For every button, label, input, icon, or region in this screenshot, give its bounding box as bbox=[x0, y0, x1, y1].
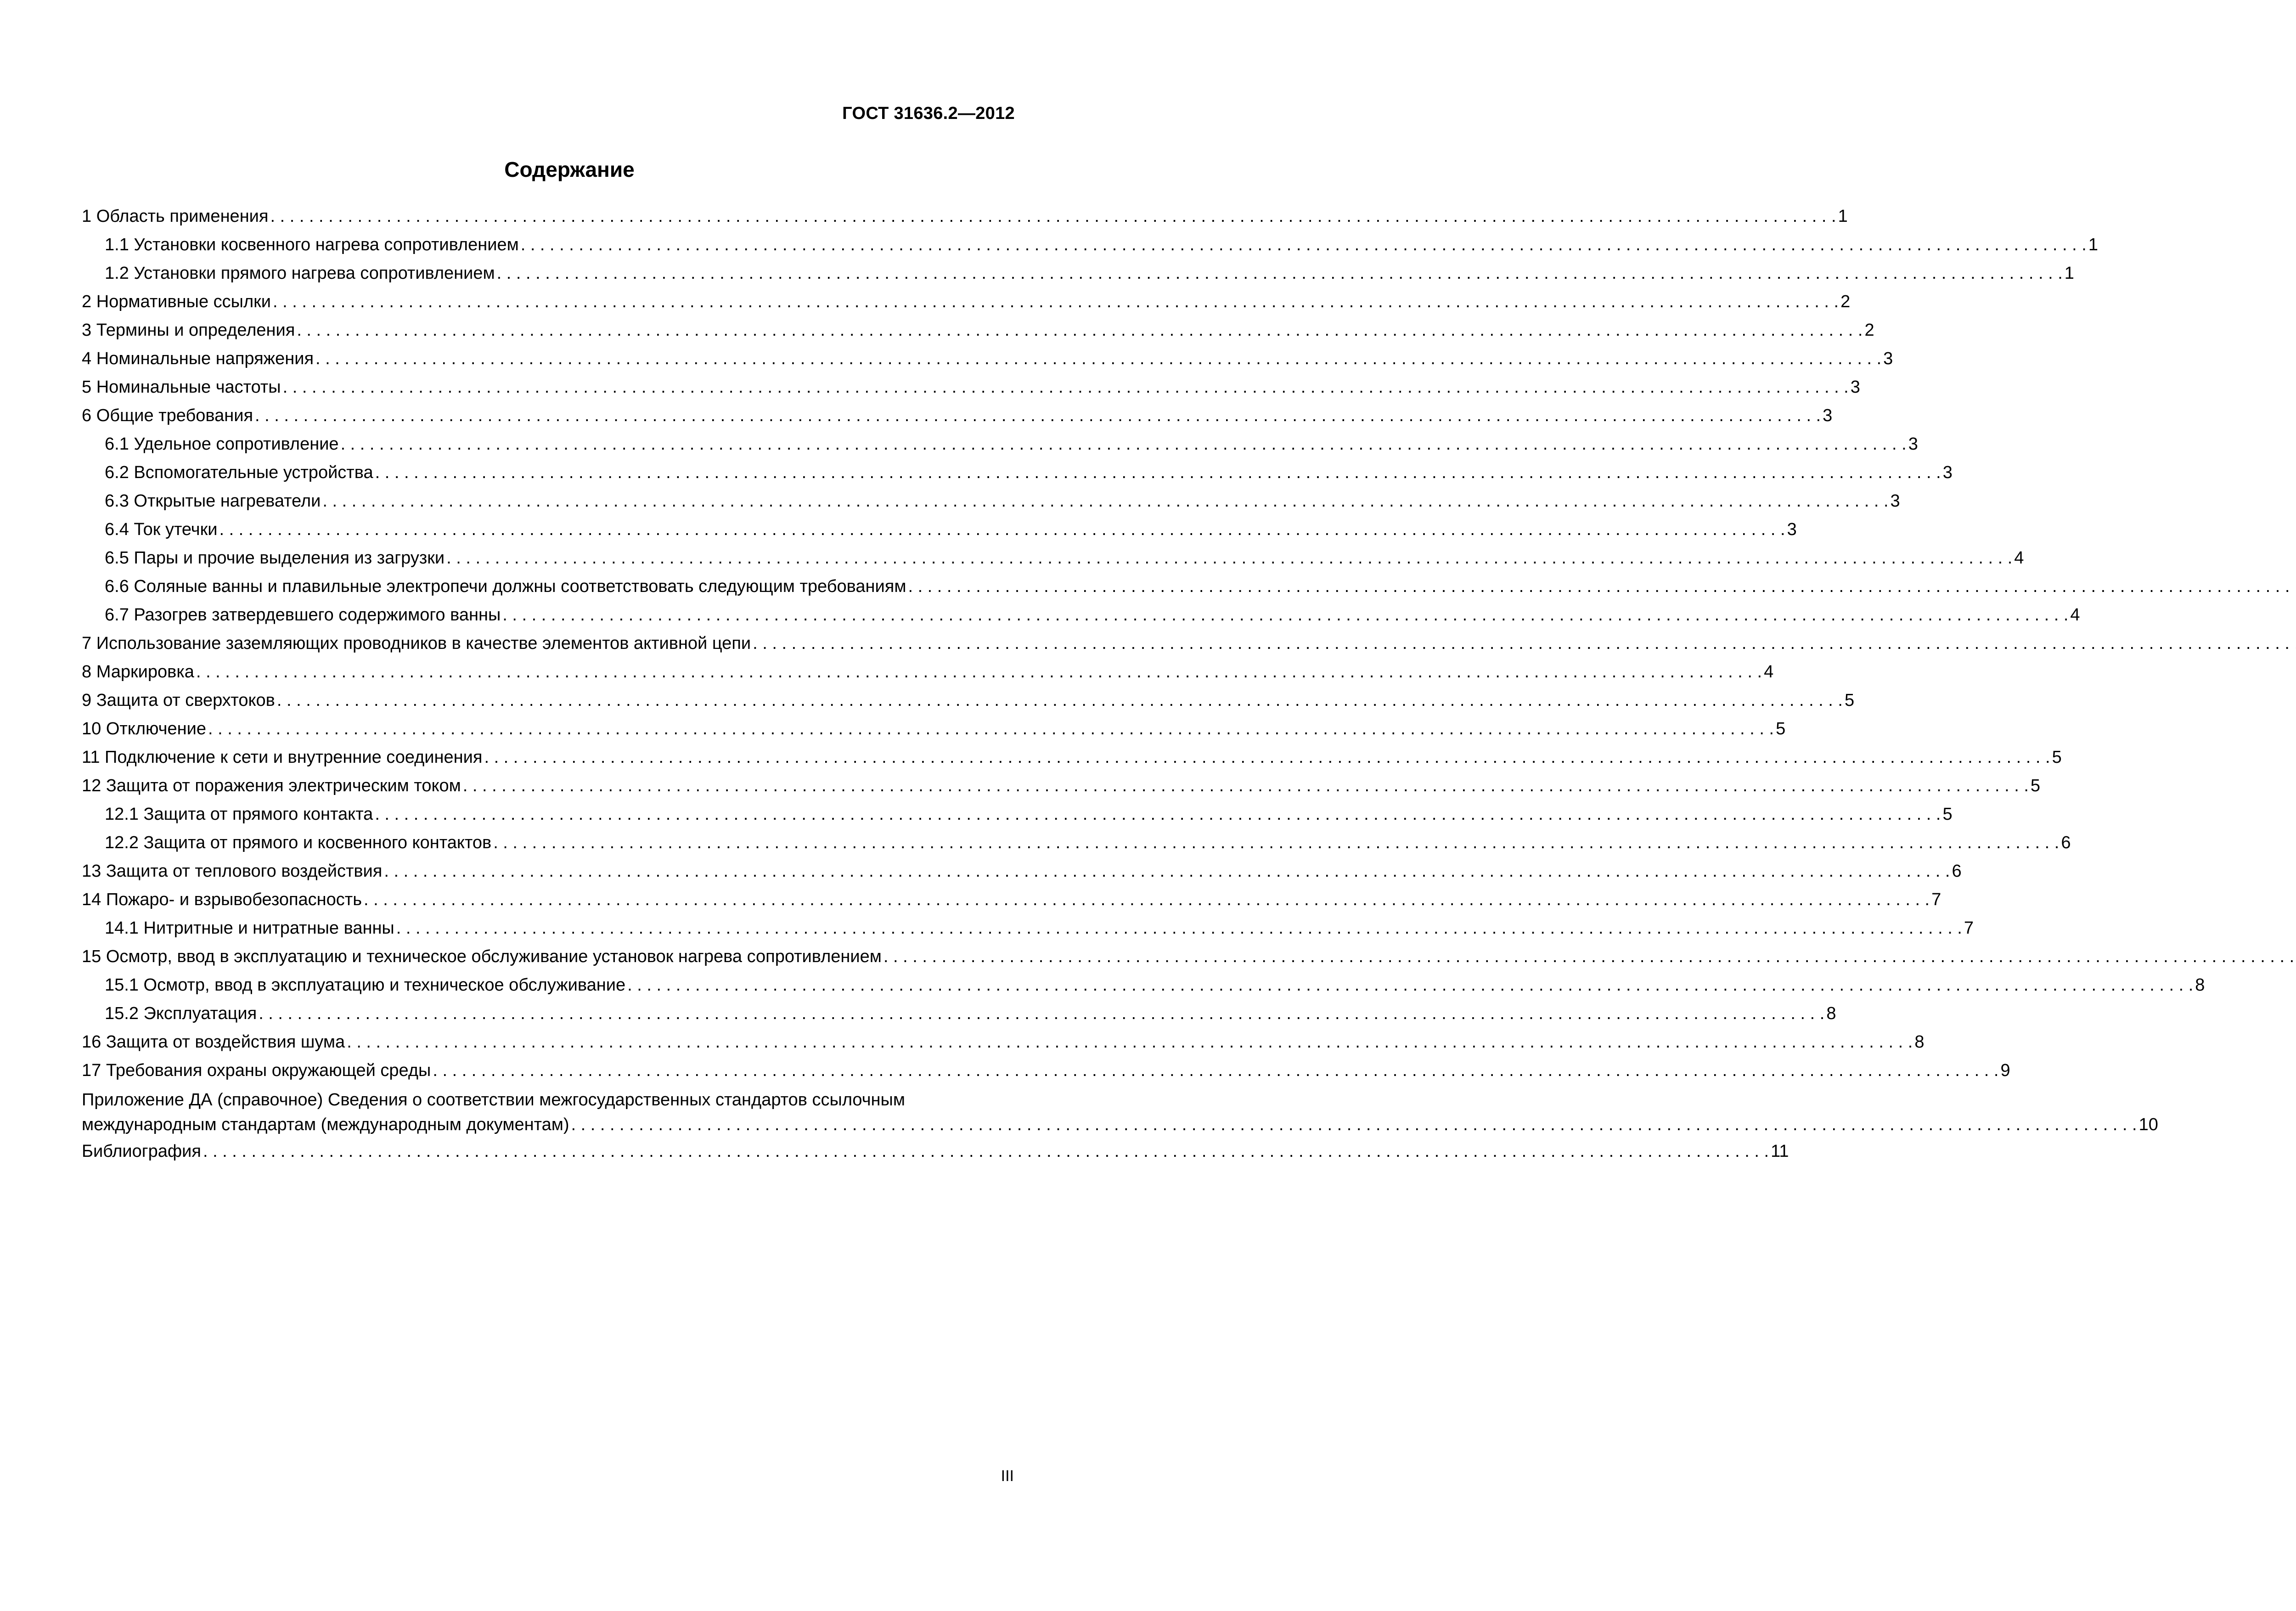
toc-label: 14.1 Нитритные и нитратные ванны bbox=[105, 918, 394, 938]
toc-page-number: 3 bbox=[1942, 463, 1953, 482]
toc-page-number: 8 bbox=[1826, 1004, 1836, 1023]
toc-label: 17 Требования охраны окружающей среды bbox=[82, 1061, 431, 1080]
toc-page-number: 5 bbox=[2030, 776, 2041, 795]
toc-leader bbox=[753, 629, 2296, 658]
toc-label: 1 Область применения bbox=[82, 207, 269, 226]
toc-leader bbox=[364, 885, 1930, 914]
toc-label: 16 Защита от воздействия шума bbox=[82, 1032, 345, 1052]
toc-item[interactable] bbox=[82, 544, 2024, 572]
toc-leader bbox=[277, 686, 1843, 715]
toc-item[interactable] bbox=[82, 715, 1786, 743]
toc-page-number: 11 bbox=[1771, 1142, 1789, 1161]
toc-page-number: 1 bbox=[2088, 235, 2098, 254]
toc-item[interactable] bbox=[82, 743, 2062, 772]
toc-leader bbox=[884, 942, 2296, 971]
toc-item[interactable] bbox=[82, 259, 2074, 287]
toc-leader bbox=[571, 1112, 2137, 1137]
toc-leader bbox=[908, 572, 2296, 601]
toc-page-number: 2 bbox=[1864, 321, 1874, 340]
toc-leader bbox=[347, 1028, 1913, 1056]
toc-label: 15.2 Эксплуатация bbox=[105, 1004, 257, 1023]
toc-label: 14 Пожаро- и взрывобезопасность bbox=[82, 890, 362, 909]
toc-label: 6 Общие требования bbox=[82, 406, 253, 425]
toc-item[interactable] bbox=[82, 601, 2080, 629]
toc-leader bbox=[255, 401, 1821, 430]
toc-page-number: 7 bbox=[1964, 918, 1974, 938]
toc-page-number: 3 bbox=[1908, 434, 1918, 454]
toc-leader bbox=[384, 857, 1950, 885]
toc-item[interactable] bbox=[82, 629, 1009, 658]
toc-leader bbox=[341, 430, 1907, 458]
toc-label: 11 Подключение к сети и внутренние соединения bbox=[82, 748, 483, 767]
toc-appendix-line2: международным стандартам (международным документам) bbox=[82, 1115, 569, 1134]
toc-item[interactable] bbox=[82, 942, 1009, 971]
toc-leader bbox=[297, 316, 1863, 344]
toc-leader bbox=[396, 914, 1962, 942]
toc-label: 13 Защита от теплового воздействия bbox=[82, 862, 383, 881]
toc-leader bbox=[219, 515, 1785, 544]
toc-item[interactable] bbox=[82, 515, 1797, 544]
toc-item[interactable] bbox=[82, 487, 1900, 515]
toc-item[interactable] bbox=[82, 401, 1833, 430]
toc-label: 7 Использование заземляющих проводников в качестве элементов активной цепи bbox=[82, 634, 751, 653]
toc-label: 6.7 Разогрев затвердевшего содержимого ванны bbox=[105, 605, 501, 625]
toc-leader bbox=[259, 999, 1824, 1028]
toc-item[interactable] bbox=[82, 857, 1962, 885]
toc-page-number: 1 bbox=[2064, 264, 2074, 283]
toc-page-number: 7 bbox=[1931, 890, 1941, 909]
toc-page-number: 10 bbox=[2138, 1115, 2158, 1134]
toc-item[interactable] bbox=[82, 316, 1874, 344]
toc-leader bbox=[208, 715, 1774, 743]
table-of-contents bbox=[82, 202, 2205, 1166]
toc-label: 3 Термины и определения bbox=[82, 321, 295, 340]
toc-page-number: 3 bbox=[1823, 406, 1833, 425]
toc-item[interactable] bbox=[82, 999, 1836, 1028]
toc-label: 4 Номинальные напряжения bbox=[82, 349, 314, 368]
toc-leader bbox=[497, 259, 2063, 287]
toc-item[interactable] bbox=[82, 914, 1974, 942]
toc-label: 2 Нормативные ссылки bbox=[82, 292, 271, 311]
toc-leader bbox=[493, 828, 2059, 857]
toc-leader bbox=[521, 231, 2087, 259]
toc-item-bibliography[interactable] bbox=[82, 1137, 1789, 1166]
toc-leader bbox=[283, 373, 1849, 401]
toc-label: 6.1 Удельное сопротивление bbox=[105, 434, 339, 454]
document-standard-id: ГОСТ 31636.2—2012 bbox=[842, 104, 1015, 123]
toc-label: 1.2 Установки прямого нагрева сопротивлением bbox=[105, 264, 495, 283]
toc-leader bbox=[484, 743, 2050, 772]
toc-page-number: 4 bbox=[2014, 548, 2024, 568]
toc-leader bbox=[463, 772, 2029, 800]
toc-leader bbox=[627, 971, 2193, 999]
toc-page-number: 6 bbox=[1952, 862, 1962, 881]
toc-item[interactable] bbox=[82, 202, 1848, 231]
toc-item[interactable] bbox=[82, 430, 1918, 458]
toc-page-number: 2 bbox=[1840, 292, 1851, 311]
toc-leader bbox=[433, 1056, 1998, 1085]
toc-item[interactable] bbox=[82, 231, 2098, 259]
toc-page-number: 5 bbox=[1844, 691, 1855, 710]
toc-page-number: 5 bbox=[2052, 748, 2062, 767]
toc-label: Библиография bbox=[82, 1142, 201, 1161]
toc-item[interactable] bbox=[82, 772, 2041, 800]
toc-label: 12.1 Защита от прямого контакта bbox=[105, 805, 373, 824]
toc-page-number: 5 bbox=[1942, 805, 1953, 824]
toc-label: 6.3 Открытые нагреватели bbox=[105, 491, 321, 511]
toc-item[interactable] bbox=[82, 1056, 2010, 1085]
toc-label: 6.5 Пары и прочие выделения из загрузки bbox=[105, 548, 445, 568]
toc-leader bbox=[315, 344, 1881, 373]
toc-page-number: 8 bbox=[2195, 975, 2205, 995]
toc-item[interactable] bbox=[82, 686, 1855, 715]
toc-page-number: 5 bbox=[1776, 719, 1786, 738]
toc-item[interactable] bbox=[82, 885, 1941, 914]
toc-item[interactable] bbox=[82, 373, 1860, 401]
toc-label: 15 Осмотр, ввод в эксплуатацию и техническое обслуживание установок нагрева сопротивлением bbox=[82, 947, 882, 966]
toc-label: 6.6 Соляные ванны и плавильные электропечи должны соответствовать следующим требованиям bbox=[105, 577, 906, 596]
toc-label: 15.1 Осмотр, ввод в эксплуатацию и техническое обслуживание bbox=[105, 975, 626, 995]
toc-item[interactable] bbox=[82, 287, 1851, 316]
toc-leader bbox=[322, 487, 1888, 515]
toc-label: 10 Отключение bbox=[82, 719, 206, 738]
toc-leader bbox=[196, 658, 1762, 686]
toc-page-number: 9 bbox=[2000, 1061, 2010, 1080]
toc-label: 9 Защита от сверхтоков bbox=[82, 691, 275, 710]
toc-label: 12.2 Защита от прямого и косвенного контактов bbox=[105, 833, 492, 852]
toc-page-number: 4 bbox=[2070, 605, 2080, 625]
toc-leader bbox=[502, 601, 2068, 629]
toc-page-number: 1 bbox=[1838, 207, 1848, 226]
toc-page-number: 6 bbox=[2061, 833, 2071, 852]
toc-item[interactable] bbox=[82, 344, 1893, 373]
toc-label: 6.2 Вспомогательные устройства bbox=[105, 463, 373, 482]
toc-item[interactable] bbox=[82, 658, 1774, 686]
toc-page-number: 4 bbox=[1764, 662, 1774, 682]
toc-page-number: 3 bbox=[1787, 520, 1797, 539]
toc-item[interactable] bbox=[82, 828, 2071, 857]
toc-item-appendix[interactable] bbox=[82, 1085, 2158, 1137]
toc-item[interactable] bbox=[82, 1028, 1925, 1056]
page-title: Содержание bbox=[504, 158, 635, 181]
toc-leader bbox=[375, 800, 1941, 828]
toc-leader bbox=[273, 287, 1839, 316]
toc-label: 5 Номинальные частоты bbox=[82, 377, 281, 397]
toc-label: 12 Защита от поражения электрическим током bbox=[82, 776, 461, 795]
toc-label: 1.1 Установки косвенного нагрева сопротивлением bbox=[105, 235, 519, 254]
toc-leader bbox=[375, 458, 1941, 487]
toc-page-number: 8 bbox=[1914, 1032, 1925, 1052]
toc-item[interactable] bbox=[82, 800, 1953, 828]
toc-item[interactable] bbox=[82, 572, 1009, 601]
toc-leader bbox=[203, 1137, 1769, 1166]
toc-label: 8 Маркировка bbox=[82, 662, 194, 682]
toc-leader bbox=[446, 544, 2012, 572]
page-number: III bbox=[1001, 1467, 1014, 1485]
toc-item[interactable] bbox=[82, 971, 2205, 999]
toc-page-number: 3 bbox=[1890, 491, 1900, 511]
toc-label: 6.4 Ток утечки bbox=[105, 520, 218, 539]
toc-item[interactable] bbox=[82, 458, 1953, 487]
toc-page-number: 3 bbox=[1883, 349, 1893, 368]
toc-appendix-line1: Приложение ДА (справочное) Сведения о соответствии межгосударственных стандартов ссылочным bbox=[82, 1090, 905, 1110]
toc-leader bbox=[270, 202, 1836, 231]
toc-page-number: 3 bbox=[1850, 377, 1860, 397]
